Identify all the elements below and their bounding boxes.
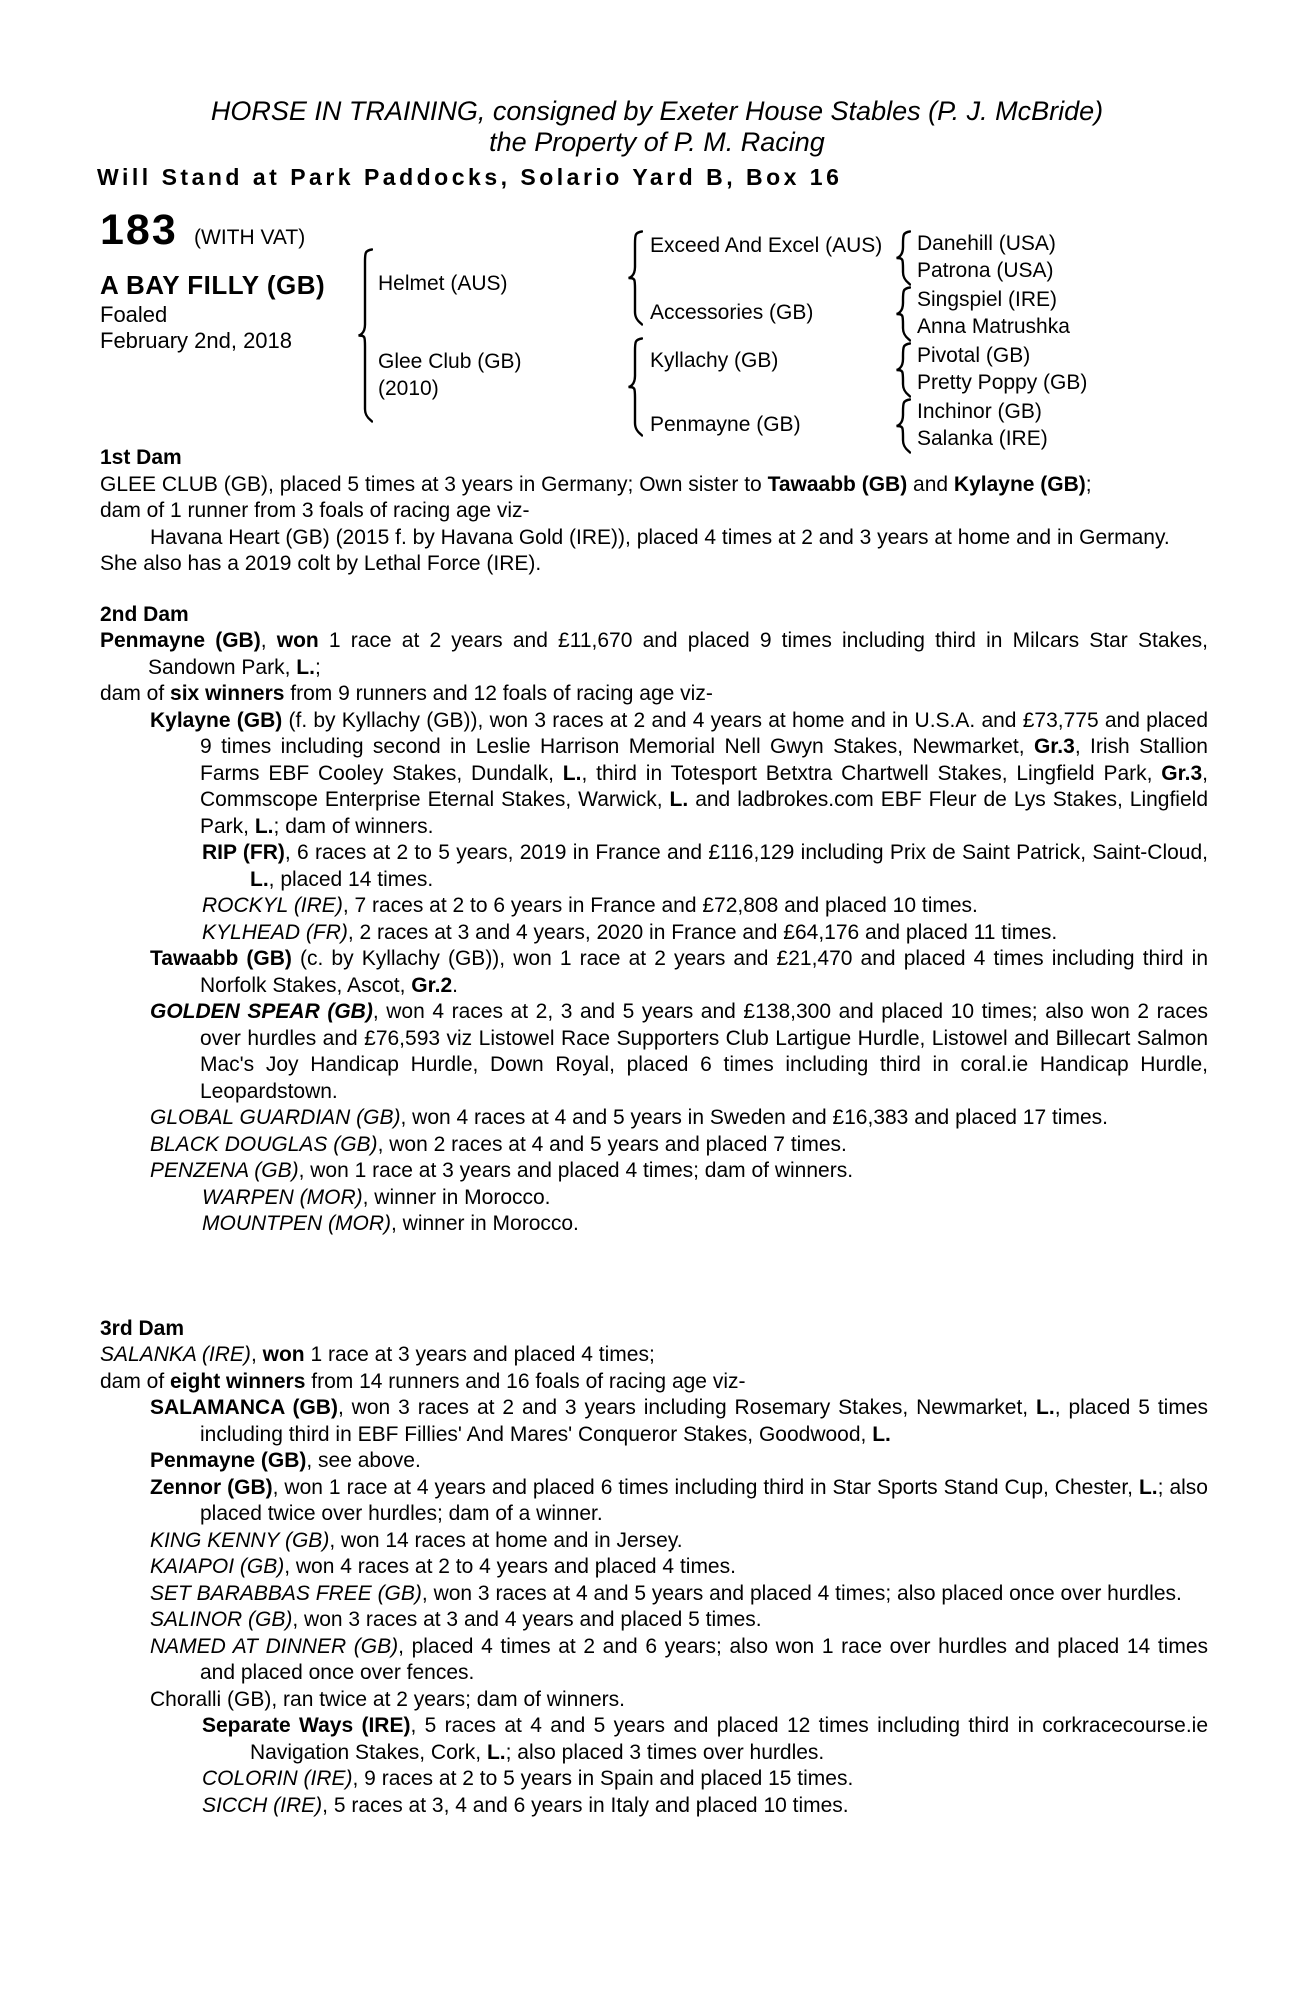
- text-segment: SALANKA (IRE): [100, 1343, 251, 1366]
- catalogue-paragraph: [100, 1132, 1208, 1159]
- text-segment: , 5 races at 4 and 5 years and placed 12 times including third in corkracecourse.ie Navigation Stakes, Cork,: [250, 1714, 1208, 1764]
- catalogue-body: [100, 445, 1208, 1819]
- third-dam-section: [100, 1316, 1208, 1820]
- text-segment: L.: [296, 655, 315, 679]
- text-segment: , won 4 races at 4 and 5 years in Sweden and £16,383 and placed 17 times.: [400, 1106, 1108, 1129]
- ancestor-name: Danehill (USA): [917, 232, 1056, 255]
- text-segment: 1 race at 3 years and placed 4 times;: [304, 1343, 655, 1366]
- text-segment: dam of: [100, 682, 171, 705]
- catalogue-paragraph: [100, 1185, 1208, 1212]
- text-segment: MOUNTPEN (MOR): [202, 1212, 391, 1235]
- granddam-name: Penmayne (GB): [650, 413, 801, 436]
- text-segment: , won 14 races at home and in Jersey.: [329, 1528, 683, 1552]
- text-segment: , 9 races at 2 to 5 years in Spain and placed 15 times.: [352, 1767, 854, 1790]
- catalogue-paragraph: [100, 1687, 1208, 1714]
- text-segment: , won 1 race at 4 years and placed 6 times including third in Star Sports Stand Cup, Chester,: [272, 1475, 1139, 1499]
- text-segment: BLACK DOUGLAS (GB): [150, 1132, 378, 1156]
- text-segment: L.: [1036, 1396, 1055, 1419]
- vat-note: (WITH VAT): [194, 226, 306, 249]
- catalogue-paragraph: [100, 1607, 1208, 1634]
- catalogue-paragraph: [100, 472, 1208, 499]
- catalogue-paragraph: [100, 1211, 1208, 1238]
- page-header: [0, 0, 1314, 193]
- stabling-line: Will Stand at Park Paddocks, Solario Yard B, Box 16: [97, 164, 843, 190]
- text-segment: Penmayne (GB): [100, 629, 261, 652]
- pedigree-brace-icon: [895, 398, 911, 460]
- text-segment: , 2 races at 3 and 4 years, 2020 in France and £64,176 and placed 11 times.: [347, 920, 1058, 944]
- grandsire-name: Kyllachy (GB): [650, 349, 779, 372]
- catalogue-paragraph: [100, 1634, 1208, 1687]
- text-segment: SALINOR (GB): [150, 1608, 293, 1631]
- catalogue-paragraph: [100, 1554, 1208, 1581]
- text-segment: Havana Heart (GB) (2015 f. by Havana Gold (IRE)), placed 4 times at 2 and 3 years at home and in Germany.: [150, 525, 1170, 549]
- text-segment: NAMED AT DINNER (GB): [150, 1634, 399, 1658]
- text-segment: from 14 runners and 16 foals of racing age viz-: [305, 1369, 746, 1393]
- text-segment: , won 3 races at 4 and 5 years and placed 4 times; also placed once over hurdles.: [421, 1581, 1182, 1605]
- text-segment: (f. by Kyllachy (GB)), won 3 races at 2 and 4 years at home and in U.S.A. and £73,775 and placed 9 times including second in Leslie Harrison Memorial Nell Gwyn Stakes, Newmarket,: [200, 708, 1208, 758]
- text-segment: ROCKYL (IRE): [202, 894, 343, 917]
- ancestor-name: Anna Matrushka: [917, 315, 1070, 338]
- catalogue-paragraph: [100, 946, 1208, 999]
- text-segment: , won 4 races at 2 to 4 years and placed 4 times.: [284, 1555, 736, 1578]
- text-segment: ; also placed 3 times over hurdles.: [505, 1740, 825, 1764]
- section-heading: 1st Dam: [100, 446, 182, 469]
- granddam-name: Accessories (GB): [650, 301, 814, 324]
- text-segment: Choralli (GB), ran twice at 2 years; dam of winners.: [150, 1687, 626, 1711]
- pedigree-brace-icon: [895, 286, 911, 348]
- ancestor-name: Patrona (USA): [917, 259, 1054, 282]
- text-segment: L.: [562, 761, 582, 785]
- ancestor-name: Pretty Poppy (GB): [917, 371, 1088, 394]
- text-segment: GOLDEN SPEAR (GB): [150, 1000, 373, 1023]
- text-segment: dam of 1 runner from 3 foals of racing age viz-: [100, 499, 530, 522]
- pedigree-brace-icon: [895, 230, 911, 292]
- second-dam-section: [100, 602, 1208, 1238]
- text-segment: , won 2 races at 4 and 5 years and placed 7 times.: [377, 1132, 847, 1156]
- text-segment: , won 3 races at 3 and 4 years and placed 5 times.: [292, 1608, 762, 1631]
- text-segment: , placed 4 times at 2 and 6 years; also won 1 race over hurdles and placed 14 times and placed once over fences.: [200, 1634, 1208, 1684]
- text-segment: , see above.: [306, 1449, 421, 1472]
- lot-number: 183: [100, 206, 178, 254]
- text-segment: ; dam of winners.: [273, 814, 434, 838]
- pedigree-brace-icon: [627, 230, 643, 332]
- text-segment: Tawaabb (GB): [767, 472, 908, 496]
- text-segment: , winner in Morocco.: [390, 1212, 579, 1235]
- catalogue-paragraph: [100, 1528, 1208, 1555]
- section-paragraphs: [100, 472, 1208, 578]
- text-segment: L.: [486, 1740, 506, 1764]
- text-segment: 1 race at 2 years and £11,670 and placed 9 times including third in Milcars Star Stakes, Sandown Park,: [148, 629, 1209, 679]
- text-segment: L.: [872, 1422, 891, 1446]
- text-segment: L.: [254, 814, 274, 838]
- catalogue-paragraph: [100, 920, 1208, 947]
- text-segment: , won 4 races at 2, 3 and 5 years and £138,300 and placed 10 times; also won 2 races over hurdles and £76,593 viz Listowel Race Supporters Club Lartigue Hurdle, Listowel and Billecart Salmon Mac's Joy Handicap Hurdle, Down Royal, placed 6 times including third in coral.ie Handicap Hurdle, Leopardstown.: [200, 1000, 1209, 1103]
- catalogue-paragraph: [100, 1475, 1208, 1528]
- text-segment: ;: [1085, 472, 1092, 496]
- sire-name: Helmet (AUS): [378, 272, 508, 295]
- text-segment: Gr.3: [1161, 761, 1203, 785]
- catalogue-paragraph: [100, 1369, 1208, 1396]
- catalogue-paragraph: [100, 840, 1208, 893]
- text-segment: COLORIN (IRE): [202, 1767, 353, 1790]
- text-segment: KAIAPOI (GB): [150, 1555, 285, 1578]
- text-segment: , won 3 races at 2 and 3 years including Rosemary Stakes, Newmarket,: [337, 1396, 1037, 1419]
- text-segment: (c. by Kyllachy (GB)), won 1 race at 2 years and £21,470 and placed 4 times including third in Norfolk Stakes, Ascot,: [200, 947, 1208, 997]
- text-segment: Gr.2: [411, 973, 453, 997]
- text-segment: , 7 races at 2 to 6 years in France and £72,808 and placed 10 times.: [342, 894, 978, 917]
- dam-name: Glee Club (GB): [378, 350, 522, 373]
- text-segment: ; also placed twice over hurdles; dam of a winner.: [200, 1475, 1208, 1525]
- catalogue-paragraph: [100, 1766, 1208, 1793]
- catalogue-paragraph: [100, 1395, 1208, 1448]
- horse-name: A BAY FILLY (GB): [100, 270, 326, 300]
- text-segment: Tawaabb (GB): [150, 947, 292, 970]
- catalogue-paragraph: [100, 628, 1208, 681]
- catalogue-paragraph: [100, 1158, 1208, 1185]
- text-segment: from 9 runners and 12 foals of racing age viz-: [284, 682, 713, 705]
- section-heading: 2nd Dam: [100, 602, 189, 626]
- catalogue-paragraph: [100, 1342, 1208, 1369]
- text-segment: SALAMANCA (GB): [150, 1396, 338, 1419]
- text-segment: and: [907, 472, 954, 496]
- catalogue-paragraph: [100, 1793, 1208, 1820]
- catalogue-paragraph: [100, 1713, 1208, 1766]
- text-segment: WARPEN (MOR): [202, 1185, 363, 1209]
- ancestor-name: Pivotal (GB): [917, 344, 1031, 367]
- text-segment: PENZENA (GB): [150, 1159, 299, 1182]
- catalogue-paragraph: [100, 525, 1208, 552]
- pedigree-brace-icon: [895, 342, 911, 404]
- text-segment: Kylayne (GB): [150, 708, 283, 732]
- text-segment: ,: [260, 629, 277, 652]
- text-segment: RIP (FR): [202, 841, 285, 864]
- text-segment: won: [262, 1343, 305, 1366]
- text-segment: Separate Ways (IRE): [202, 1714, 411, 1737]
- catalogue-paragraph: [100, 999, 1208, 1105]
- text-segment: Zennor (GB): [150, 1475, 273, 1499]
- text-segment: , 5 races at 3, 4 and 6 years in Italy and placed 10 times.: [322, 1793, 849, 1817]
- catalogue-paragraph: [100, 498, 1208, 525]
- catalogue-paragraph: [100, 708, 1208, 841]
- text-segment: six winners: [170, 682, 285, 705]
- section-heading: 3rd Dam: [100, 1316, 185, 1340]
- first-dam-section: [100, 445, 1208, 578]
- text-segment: KING KENNY (GB): [150, 1528, 330, 1552]
- catalogue-paragraph: [100, 1581, 1208, 1608]
- pedigree-brace-icon: [357, 248, 373, 429]
- text-segment: and ladbrokes.com EBF Fleur de Lys Stakes, Lingfield Park,: [200, 788, 1209, 838]
- grandsire-name: Exceed And Excel (AUS): [650, 234, 883, 257]
- text-segment: , winner in Morocco.: [362, 1185, 551, 1209]
- pedigree-table: [0, 197, 1314, 450]
- text-segment: ;: [314, 655, 321, 679]
- text-segment: ,: [250, 1343, 263, 1366]
- owner-line: the Property of P. M. Racing: [489, 127, 825, 157]
- section-paragraphs: [100, 1342, 1208, 1819]
- text-segment: , won 1 race at 3 years and placed 4 times; dam of winners.: [298, 1159, 854, 1182]
- text-segment: eight winners: [170, 1369, 306, 1393]
- text-segment: L.: [250, 867, 269, 891]
- text-segment: Kylayne (GB): [953, 472, 1086, 496]
- catalogue-paragraph: [100, 1448, 1208, 1475]
- text-segment: , third in Totesport Betxtra Chartwell Stakes, Lingfield Park,: [581, 761, 1162, 785]
- dam-year: (2010): [378, 377, 439, 400]
- text-segment: SICCH (IRE): [202, 1793, 323, 1817]
- text-segment: L.: [669, 788, 689, 811]
- text-segment: , Irish Stallion Farms EBF Cooley Stakes, Dundalk,: [200, 735, 1208, 785]
- text-segment: She also has a 2019 colt by Lethal Force (IRE).: [100, 552, 542, 575]
- ancestor-name: Inchinor (GB): [917, 400, 1042, 423]
- foaled-date: February 2nd, 2018: [100, 328, 293, 353]
- text-segment: GLEE CLUB (GB), placed 5 times at 3 years in Germany; Own sister to: [100, 472, 768, 496]
- text-segment: won: [276, 629, 319, 652]
- catalogue-paragraph: [100, 681, 1208, 708]
- text-segment: GLOBAL GUARDIAN (GB): [150, 1106, 401, 1129]
- text-segment: SET BARABBAS FREE (GB): [150, 1581, 422, 1605]
- text-segment: Penmayne (GB): [150, 1449, 307, 1472]
- pedigree-brace-icon: [627, 337, 643, 443]
- section-paragraphs: [100, 628, 1208, 1238]
- text-segment: L.: [1138, 1475, 1158, 1499]
- catalogue-paragraph: [100, 1105, 1208, 1132]
- text-segment: , placed 14 times.: [268, 867, 434, 891]
- text-segment: , Commscope Enterprise Eternal Stakes, Warwick,: [200, 761, 1209, 811]
- text-segment: dam of: [100, 1369, 171, 1393]
- text-segment: , 6 races at 2 to 5 years, 2019 in France and £116,129 including Prix de Saint Patrick, Saint-Cloud,: [284, 841, 1208, 864]
- text-segment: Gr.3: [1033, 735, 1075, 758]
- catalogue-paragraph: [100, 893, 1208, 920]
- consignor-line: HORSE IN TRAINING, consigned by Exeter House Stables (P. J. McBride): [210, 96, 1104, 126]
- foaled-label: Foaled: [100, 302, 168, 327]
- ancestor-name: Singspiel (IRE): [917, 288, 1058, 311]
- ancestor-name: Salanka (IRE): [917, 427, 1048, 450]
- text-segment: .: [452, 973, 458, 997]
- text-segment: KYLHEAD (FR): [202, 920, 348, 944]
- text-segment: , placed 5 times including third in EBF Fillies' And Mares' Conqueror Stakes, Goodwood,: [200, 1396, 1208, 1446]
- catalogue-paragraph: [100, 551, 1208, 578]
